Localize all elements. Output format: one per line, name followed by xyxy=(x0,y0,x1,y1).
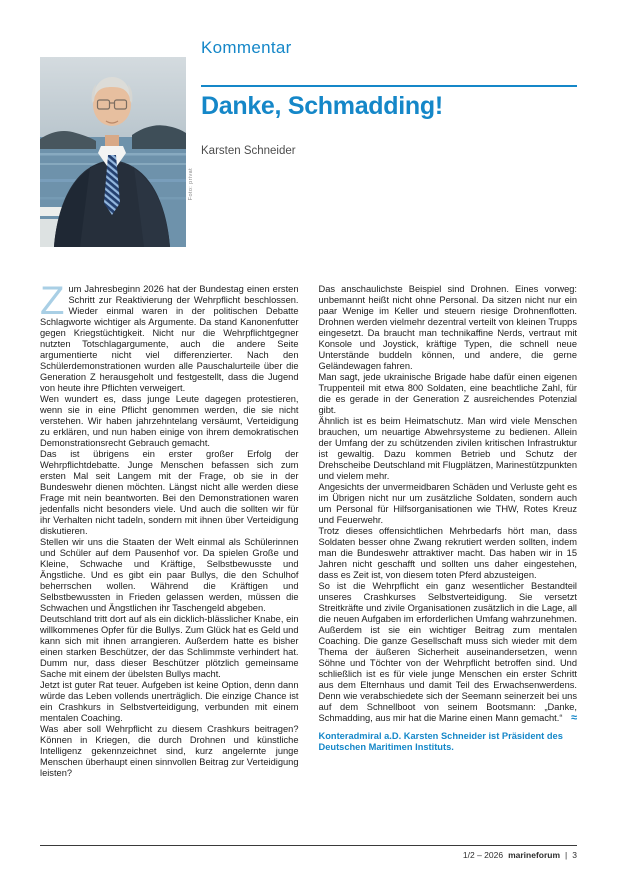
page-title: Danke, Schmadding! xyxy=(201,92,443,120)
paragraph: So ist die Wehrpflicht ein ganz wesentlicher Bestandteil unseres Crashkurses Selbstverteidigung. Sie versetzt Streitkräfte und zivile Organisationen zusätzlich in die Lage, all die neuen Aufgaben im erforderlichen Umfang wahrzunehmen. xyxy=(318,581,577,624)
paragraph: Trotz dieses offensichtlichen Mehrbedarfs hört man, dass Soldaten besser ohne Zwang rekrutiert werden sollten, indem man die Bundeswehr attraktiver macht. Das haben wir in 15 Jahren nicht geschafft und sollten uns daher eingestehen, dass es Zeit ist, von diesem toten Pferd abzusteigen. xyxy=(318,526,577,580)
article-right-column xyxy=(319,284,578,779)
paragraph-text: Außerdem ist sie ein wichtiger Beitrag zum mentalen Coaching. Die ganze Gesellschaft muss sich wieder mit dem Thema der äußeren Sicherheit auseinandersetzen, wenn Söhne und Töchter von der Wehrpflicht betroffen sind. Und schließlich ist es für viele junge Menschen ein erster Schritt aus dem Elternhaus und damit Teil des Erwachsenwerdens. Denn wie verabschiedete sich der Seemann seinerzeit bei uns auf dem Schnellboot von seinem Bootsmann: „Danke, Schmadding, aus mir hat die Marine einen Mann gemacht.“ xyxy=(318,625,577,723)
paragraph: Jetzt ist guter Rat teuer. Aufgeben ist keine Option, denn dann würde das Leben vollends unerträglich. Die einzige Chance ist ein Crashkurs in Selbstverteidigung, verbunden mit einem mentalen Coaching. xyxy=(40,680,299,723)
footer-separator: | xyxy=(565,850,568,860)
header-rule xyxy=(201,85,577,87)
paragraph xyxy=(40,279,299,394)
footer-page-number: 3 xyxy=(572,850,577,860)
paragraph: Ähnlich ist es beim Heimatschutz. Man wird viele Menschen brauchen, um neuartige Abwehrsysteme zu bedienen. Allein der Umfang der zu schützenden zivilen kritischen Infrastruktur ist gewaltig. Dazu kommen Betrieb und Schutz der Drehscheibe Deutschland mit Flugplätzen, Marinestützpunkten und vielem mehr. xyxy=(318,416,577,481)
drop-cap: Z xyxy=(40,279,65,323)
paragraph: Das ist übrigens ein erster großer Erfolg der Wehrpflichtdebatte. Junge Menschen befassen sich zum ersten Mal seit Langem mit der Frage, ob sie in der Bundeswehr dienen möchten. Längst nicht alle werden diese Frage mit nein beantworten. Bei den Demonstrationen waren jedenfalls nicht besonders viele. Und auch die sollten wir für ihr Verhalten nicht tadeln, sondern mit ihnen über Verteidigung diskutieren. xyxy=(40,449,299,536)
author-note: Konteradmiral a.D. Karsten Schneider ist Präsident des Deutschen Maritimen Instituts. xyxy=(318,731,563,752)
footer-rule xyxy=(40,845,577,846)
paragraph xyxy=(319,625,578,724)
paragraph-text: um Jahresbeginn 2026 hat der Bundestag einen ersten Schritt zur Reaktivierung der Wehrpflicht beschlossen. Wieder einmal waren in der politischen Debatte Schlagworte wichtiger als Argumente. Da stand Kanonenfutter gegen Kriegstüchtigkeit. Nicht nur die Wehrpflichtgegner nutzten Totschlagargumente, auch die andere Seite argumentierte nicht viel differenzierter. Nach den Schülerdemonstrationen wurden alle Pauschalurteile über die Generation Z herausgeholt und festgestellt, dass die Jugend von heute ihre Pflichten verweigert. xyxy=(40,284,299,393)
footer-issue: 1/2 – 2026 xyxy=(462,850,504,860)
footer-brand: marineforum xyxy=(508,850,561,860)
article-left-column xyxy=(40,279,299,779)
portrait-illustration xyxy=(40,57,186,247)
author-name: Karsten Schneider xyxy=(201,145,296,157)
article-body xyxy=(40,279,577,779)
kicker: Kommentar xyxy=(201,38,292,57)
paragraph: Stellen wir uns die Staaten der Welt einmal als Schülerinnen und Schüler auf dem Pausenhof vor. Da spielen Große und Kleine, Schwache und Kräftige, Selbstbewusste und Ängstliche. Und es gibt ein paar Bullys, die den Schulhof beherrschen wollen. Während die Kräftigen und Selbstbewussten in Frieden gelassen werden, müssen die Schwachen und Ängstlichen ihr Taschengeld abgeben. xyxy=(40,537,299,613)
photo-credit: Foto: privat xyxy=(188,168,194,201)
paragraph: Angesichts der unvermeidbaren Schäden und Verluste geht es im Übrigen nicht nur um zusätzliche Soldaten, sondern auch um Personal für Hilfsorganisationen wie THW, Rotes Kreuz und Feuerwehr. xyxy=(318,482,577,525)
footer-text xyxy=(463,850,577,860)
article-header xyxy=(201,38,577,157)
paragraph: Man sagt, jede ukrainische Brigade habe dafür einen eigenen Truppenteil mit etwa 800 Soldaten, eine beachtliche Zahl, für die es gerade in der Generation Z ausreichendes Potenzial gibt. xyxy=(318,372,577,415)
paragraph: Was aber soll Wehrpflicht zu diesem Crashkurs beitragen? Können in Kriegen, die durch Drohnen und künstliche Intelligenz gekennzeichnet sind, kurz angelernte junge Menschen überhaupt einen sinnvollen Beitrag zur Verteidigung leisten? xyxy=(40,724,299,778)
paragraph: Wen wundert es, dass junge Leute dagegen protestieren, wenn sie in eine Pflicht genommen werden, die sie nicht verstehen. Wir haben jahrzehntelang versäumt, Verteidigung zu erklären, und nun haben einige von ihrem demokratischen Demonstrationsrecht Gebrauch gemacht. xyxy=(40,394,299,448)
paragraph: Deutschland tritt dort auf als ein dicklich-blässlicher Knabe, ein willkommenes Opfer für die Bullys. Zum Glück hat es Geld und kann sich mit ihnen arrangieren. Außerdem hatte es bisher einen starken Beschützer, der das Schlimmste verhindert hat. Dumm nur, dass dieser Beschützer plötzlich gemeinsame Sache mit einem der übelsten Bullys macht. xyxy=(40,614,299,679)
paragraph: Das anschaulichste Beispiel sind Drohnen. Eines vorweg: unbemannt heißt nicht ohne Personal. Da sitzen nicht nur ein paar Wenige im Keller und steuern riesige Drohnenflotten. Drohnen werden vielmehr dezentral verteilt von kleinen Trupps eingesetzt. Da braucht man technikaffine Nerds, vertraut mit Konsole und Joystick, kräftige Typen, die schnell neue Unterstände buddeln können, und andere, die gerne Geländewagen fahren. xyxy=(318,284,577,371)
end-mark: ≈ xyxy=(570,712,577,724)
portrait-photo xyxy=(40,57,186,247)
